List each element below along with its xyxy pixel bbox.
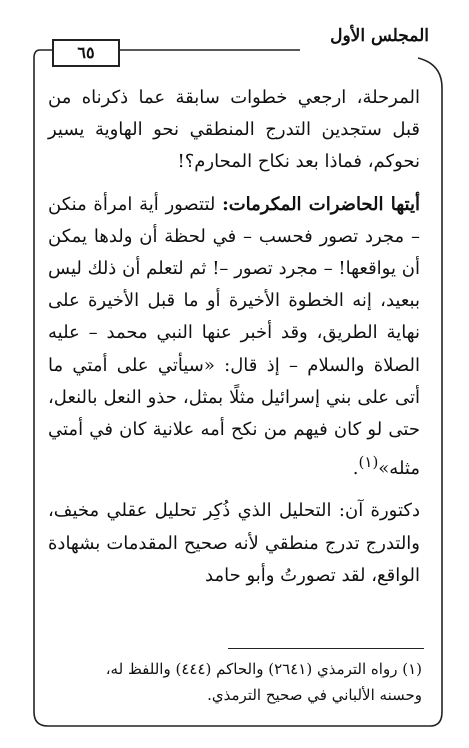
- running-title: المجلس الأول: [330, 26, 429, 46]
- address-heading: أيتها الحاضرات المكرمات:: [222, 193, 420, 215]
- paragraph-1: المرحلة، ارجعي خطوات سابقة عما ذكرناه من قبل ستجدين التدرج المنطقي نحو الهاوية يسير نحوكم، فماذا بعد نكاح المحارم؟!: [48, 87, 420, 173]
- footnote-1-line-1: (١) رواه الترمذي (٢٦٤١) والحاكم (٤٤٤) واللفظ له،: [105, 660, 422, 678]
- paragraph-2-end: .: [352, 458, 359, 480]
- paragraph-2: [48, 189, 420, 486]
- paragraph-2-text: لتتصور أية امرأة منكن – مجرد تصور فحسب – في لحظة أن ولدها يمكن أن يواقعها! – مجرد تصور –! ثم لتعلم أن ذلك ليس ببعيد، إنه الخطوة الأخيرة أو ما قبل الأخيرة على نهاية الطريق، وقد أخبر عنها النبي محمد – عليه الصلاة والسلام – إذ قال: «سيأتي على أمتي ما أتى على بني إسرائيل مثلًا بمثل، حذو النعل بالنعل، حتى لو كان فيهم من نكح أمه علانية كان في أمتي مثله»: [48, 193, 420, 480]
- footnotes: [50, 656, 422, 708]
- footnote-ref: (١): [358, 453, 379, 472]
- page-number: ٦٥: [52, 39, 120, 67]
- paragraph-3: دكتورة آن: التحليل الذي ذُكِر تحليل عقلي مخيف، والتدرج تدرج منطقي لأنه صحيح المقدمات بشهادة الواقع، لقد تصورتُ وأبو حامد: [48, 500, 420, 586]
- footnote-divider: [228, 648, 424, 649]
- main-text: [48, 82, 420, 592]
- footnote-1-line-2: وحسنه الألباني في صحيح الترمذي.: [207, 686, 422, 704]
